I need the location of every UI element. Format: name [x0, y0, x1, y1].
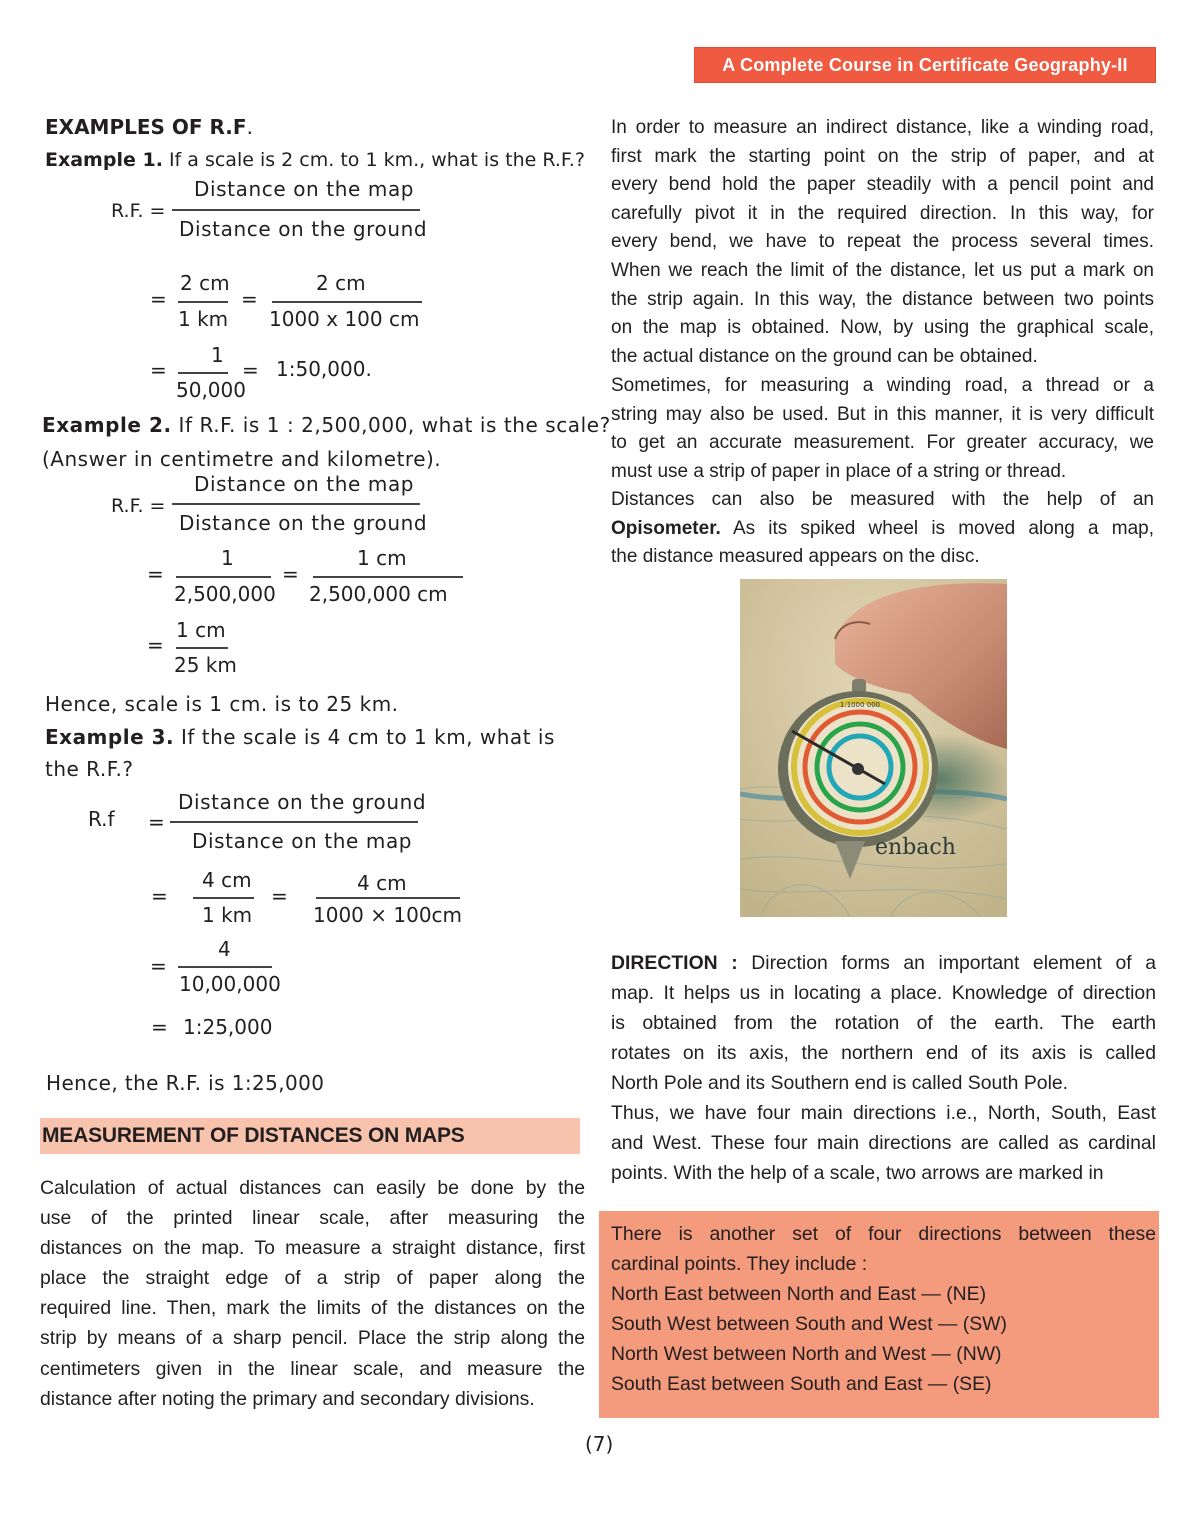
- paragraph-line: North Pole and its Southern end is called South Pole.: [611, 1072, 1069, 1094]
- direction-item-nw: North West between North and West — (NW): [611, 1343, 1002, 1365]
- example-3-conclusion: Hence, the R.F. is 1:25,000: [46, 1071, 325, 1095]
- cardinal-points-paragraph: [611, 1098, 1156, 1188]
- callout-intro-line: cardinal points. They include :: [611, 1253, 868, 1275]
- book-title-badge: [694, 47, 1156, 83]
- indirect-distance-paragraph: [611, 114, 1154, 371]
- opisometer-paragraph: [611, 486, 1154, 572]
- paragraph-line: to get an accurate measurement. For greater accuracy, we: [611, 432, 1154, 454]
- fraction-denominator: 2,500,000: [174, 582, 276, 606]
- examples-heading-text: EXAMPLES OF R.F: [45, 115, 247, 139]
- fraction-denominator: 50,000: [176, 378, 246, 402]
- direction-paragraph: [611, 948, 1156, 1098]
- equals-sign: =: [147, 562, 164, 586]
- fraction-bar: [178, 372, 228, 374]
- book-title: A Complete Course in Certificate Geography-II: [722, 54, 1128, 75]
- example-2-conclusion: Hence, scale is 1 cm. is to 25 km.: [45, 692, 399, 716]
- example-3-text: If the scale is 4 cm to 1 km, what is: [174, 725, 555, 749]
- fraction-numerator: 1: [221, 546, 234, 570]
- fraction-denominator: 1 km: [202, 903, 253, 927]
- example-2-question-line2: (Answer in centimetre and kilometre).: [42, 447, 442, 471]
- equals-sign: =: [282, 562, 299, 586]
- examples-heading: [45, 115, 253, 139]
- example-2-text: If R.F. is 1 : 2,500,000, what is the scale?: [171, 413, 611, 437]
- example-3-result: 1:25,000: [183, 1015, 273, 1039]
- equals-sign: =: [241, 287, 258, 311]
- paragraph-line: must use a strip of paper in place of a string or thread.: [611, 460, 1067, 482]
- fraction-numerator: 4 cm: [357, 871, 407, 895]
- fraction-numerator: 1: [211, 343, 224, 367]
- paragraph-line: When we reach the limit of the distance, let us put a mark on: [611, 259, 1154, 281]
- equals-sign: =: [150, 358, 167, 382]
- equals-sign: =: [151, 1015, 168, 1039]
- fraction-denominator: 25 km: [174, 653, 237, 677]
- opisometer-term: Opisometer.: [611, 517, 721, 539]
- opisometer-photo: [740, 579, 1007, 917]
- fraction-bar: [313, 576, 463, 578]
- paragraph-line: every bend hold the paper steadily with a pencil point and: [611, 174, 1154, 196]
- paragraph-line: string may also be used. But in this manner, it is very difficult: [611, 403, 1154, 425]
- paragraph-line: Calculation of actual distances can easily be done by the: [40, 1177, 585, 1199]
- paragraph-line: [611, 948, 1156, 978]
- intercardinal-directions-box: [599, 1211, 1159, 1418]
- paragraph-line: distances on the map. To measure a straight distance, first: [40, 1237, 585, 1260]
- paragraph-line: [611, 515, 1154, 544]
- fraction-bar: [170, 821, 418, 823]
- fraction-bar: [272, 301, 422, 303]
- example-2-rf-label: R.F. =: [111, 495, 166, 517]
- example-1-rf-label: R.F. =: [111, 200, 166, 222]
- fraction-bar: [316, 897, 460, 899]
- example-1-question: [45, 149, 585, 171]
- example-1-formula-numerator: Distance on the map: [194, 177, 415, 201]
- direction-item-ne: North East between North and East — (NE): [611, 1283, 987, 1305]
- paragraph-line: rotates on its axis, the northern end of its axis is called: [611, 1042, 1156, 1064]
- dial-label: 1:1000 000: [839, 701, 881, 709]
- example-2-formula-numerator: Distance on the map: [194, 472, 415, 496]
- fraction-numerator: 4: [218, 937, 231, 961]
- equals-sign: =: [148, 810, 165, 834]
- equals-sign: =: [150, 287, 167, 311]
- paragraph-line: In order to measure an indirect distance, like a winding road,: [611, 117, 1154, 138]
- paragraph-line: is obtained from the rotation of the earth. The earth: [611, 1012, 1156, 1034]
- fraction-bar: [176, 576, 271, 578]
- fraction-numerator: 2 cm: [316, 271, 366, 295]
- equals-sign: =: [150, 954, 167, 978]
- example-2-formula-denominator: Distance on the ground: [179, 511, 428, 535]
- fraction-numerator: 1 cm: [357, 546, 407, 570]
- example-1-formula-denominator: Distance on the ground: [179, 217, 428, 241]
- paragraph-line: map. It helps us in locating a place. Knowledge of direction: [611, 982, 1156, 1004]
- fraction-denominator: 2,500,000 cm: [309, 582, 448, 606]
- example-1-result: 1:50,000.: [276, 357, 372, 381]
- example-1-text: If a scale is 2 cm. to 1 km., what is the R.F.?: [162, 149, 585, 171]
- example-3-question-line2: the R.F.?: [45, 757, 134, 781]
- fraction-bar: [193, 897, 254, 899]
- paragraph-line: distance after noting the primary and secondary divisions.: [40, 1387, 535, 1410]
- measurement-heading-text: MEASUREMENT OF DISTANCES ON MAPS: [42, 1124, 465, 1147]
- paragraph-line: Sometimes, for measuring a winding road, a thread or a: [611, 375, 1154, 396]
- paragraph-text: As its spiked wheel is moved along a map,: [720, 517, 1154, 539]
- fraction-numerator: 1 cm: [176, 618, 226, 642]
- fraction-numerator: 4 cm: [202, 868, 252, 892]
- direction-item-se: South East between South and East — (SE): [611, 1373, 992, 1395]
- example-3-formula-numerator: Distance on the ground: [178, 790, 427, 814]
- equals-sign: =: [271, 884, 288, 908]
- paragraph-line: the distance measured appears on the disc.: [611, 546, 980, 568]
- fraction-bar: [176, 647, 228, 649]
- callout-intro-line: There is another set of four directions between these: [611, 1223, 1156, 1245]
- paragraph-line: place the straight edge of a strip of paper along the: [40, 1267, 585, 1290]
- string-measurement-paragraph: [611, 372, 1154, 486]
- paragraph-line: every bend, we have to repeat the process several times.: [611, 231, 1154, 253]
- paragraph-text: Direction forms an important element of a: [737, 952, 1156, 974]
- fraction-bar: [178, 966, 272, 968]
- direction-item-sw: South West between South and West — (SW): [611, 1313, 1007, 1335]
- paragraph-line: required line. Then, mark the limits of the distances on the: [40, 1297, 585, 1320]
- paragraph-line: points. With the help of a scale, two arrows are marked in: [611, 1162, 1104, 1184]
- example-1-label: Example 1.: [45, 149, 163, 171]
- example-3-question: [45, 725, 555, 749]
- fraction-denominator: 1 km: [178, 307, 229, 331]
- paragraph-line: centimeters given in the linear scale, and measure the: [40, 1357, 585, 1380]
- fraction-bar: [172, 503, 420, 505]
- paragraph-line: the strip again. In this way, the distance between two points: [611, 288, 1154, 310]
- paragraph-line: strip by means of a sharp pencil. Place the strip along the: [40, 1327, 585, 1350]
- fraction-bar: [172, 209, 420, 211]
- fraction-denominator: 1000 x 100 cm: [269, 307, 420, 331]
- paragraph-line: carefully pivot it in the required direction. In this way, for: [611, 202, 1154, 224]
- measurement-section-heading: [40, 1118, 580, 1154]
- paragraph-line: Distances can also be measured with the help of an: [611, 489, 1154, 510]
- paragraph-line: and West. These four main directions are called as cardinal: [611, 1132, 1156, 1154]
- example-3-label: Example 3.: [45, 725, 175, 749]
- fraction-numerator: 2 cm: [180, 271, 230, 295]
- map-label: enbach: [875, 835, 956, 860]
- opisometer-illustration: [740, 579, 1007, 917]
- paragraph-line: first mark the starting point on the strip of paper, and at: [611, 145, 1154, 167]
- equals-sign: =: [151, 884, 168, 908]
- example-2-label: Example 2.: [42, 413, 172, 437]
- paragraph-line: use of the printed linear scale, after measuring the: [40, 1207, 585, 1230]
- fraction-bar: [178, 301, 228, 303]
- fraction-denominator: 10,00,000: [179, 972, 281, 996]
- example-3-formula-denominator: Distance on the map: [192, 829, 413, 853]
- fraction-denominator: 1000 × 100cm: [313, 903, 463, 927]
- equals-sign: =: [147, 633, 164, 657]
- examples-heading-period: .: [246, 115, 253, 139]
- paragraph-line: Thus, we have four main directions i.e., North, South, East: [611, 1102, 1156, 1124]
- equals-sign: =: [242, 358, 259, 382]
- paragraph-line: on the map is obtained. Now, by using the graphical scale,: [611, 317, 1154, 339]
- example-3-rf-label: R.f: [88, 807, 115, 831]
- example-2-question: [42, 413, 611, 437]
- measurement-paragraph: [40, 1173, 585, 1414]
- direction-term: DIRECTION :: [611, 952, 738, 974]
- page-number: (7): [585, 1432, 614, 1456]
- paragraph-line: the actual distance on the ground can be obtained.: [611, 345, 1038, 367]
